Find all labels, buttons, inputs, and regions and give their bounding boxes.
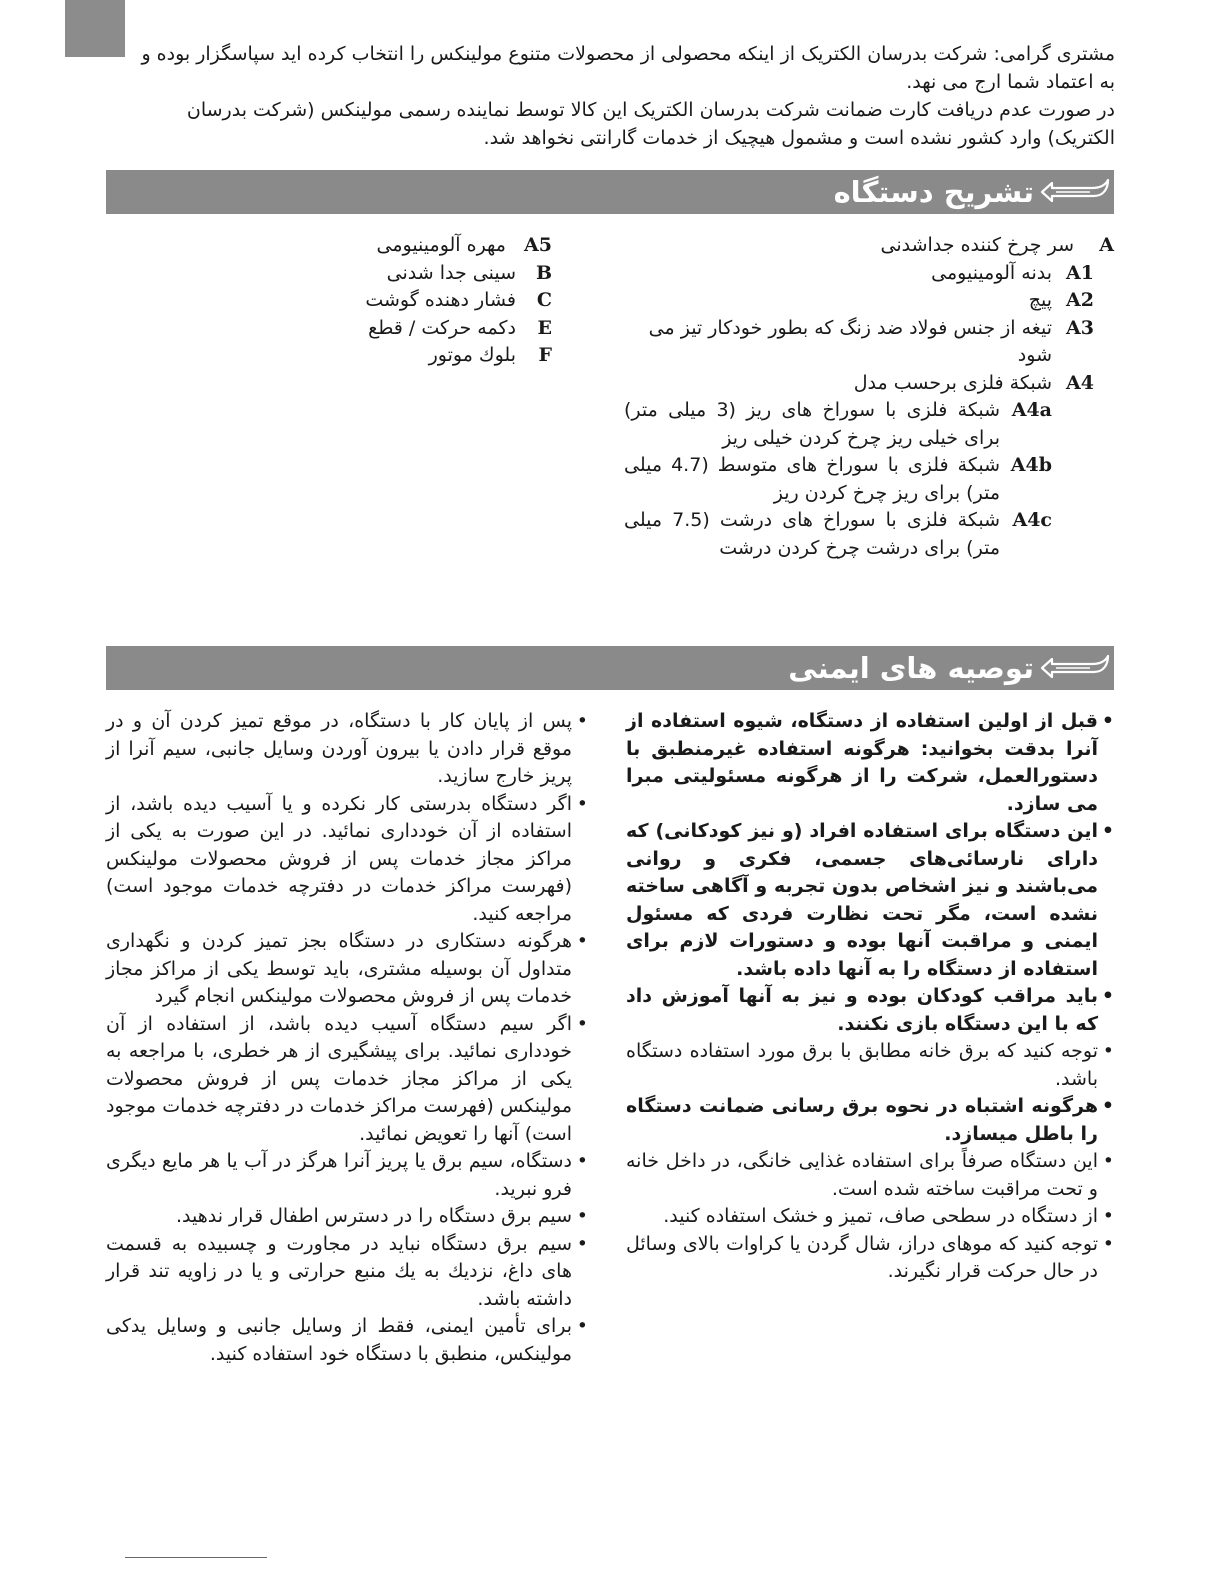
part-code: A4 [1066,371,1094,394]
part-code: A5 [524,234,552,256]
footer-rule [125,1557,267,1558]
safety-item: • این دستگاه صرفاً برای استفاده غذایی خانگی، در داخل خانه و تحت مراقبت ساخته شده است. [626,1148,1114,1203]
part-item [624,287,1114,315]
part-label: شبکة فلزی برحسب مدل [853,371,1052,394]
parts-list-left [322,232,552,370]
parts-list-right [624,232,1114,562]
safety-item: • از دستگاه در سطحی صاف، تمیز و خشک استفاده کنید. [626,1203,1114,1231]
part-label: شبکة فلزی با سوراخ های ریز (3 میلی متر) برای خیلی ریز چرخ کردن خیلی ریز [624,399,1000,449]
part-item [624,397,1114,452]
intro-paragraph-1: مشتری گرامی: شرکت بدرسان الکتریک از اینکه محصولی از محصولات متنوع مولینکس را انتخاب کرده اید سپاسگزار بوده و به اعتماد شما ارج می نهد. [141,43,1115,93]
intro-text [140,40,1115,152]
part-code: A4c [1012,509,1052,531]
part-item [624,260,1114,288]
safety-item: • سیم برق دستگاه نباید در مجاورت و چسبیده به قسمت های داغ، نزدیك به یك منبع حرارتی و یا در زاویه تند قرار داشته باشد. [106,1231,588,1314]
safety-item: • اگر سیم دستگاه آسیب دیده باشد، از استفاده از آن خودداری نمائید. برای پیشگیری از هر خطری، با مراجعه به یکی از مراکز مجاز خدمات پس از فروش محصولات مولینکس (فهرست مراکز خدمات در دفترچه خدمات موجود است) آنها را تعویض نمائید. [106,1011,588,1149]
part-code: A4a [1011,399,1052,421]
intro-paragraph-2: در صورت عدم دریافت کارت ضمانت شرکت بدرسان الکتریک این کالا توسط نماینده رسمی مولینکس (شرکت بدرسان الکتریک) وارد کشور نشده است و مشمول هیچیک از خدمات گارانتی نخواهد شد. [186,99,1115,149]
part-label: بلوك موتور [428,344,516,366]
safety-item: • این دستگاه برای استفاده افراد (و نیز کودکانی) که دارای نارسائی‌های جسمی، فکری و روانی می‌باشند و نیز اشخاص بدون تجربه و آگاهی ساخته نشده است، مگر تحت نظارت فردی که مسئول ایمنی و مراقبت آنها بوده و دستورات لازم برای استفاده از دستگاه را به آنها داده باشد. [626,818,1114,983]
part-label: فشار دهنده گوشت [365,289,516,311]
section-bar-description [106,170,1114,214]
part-label: مهره آلومینیومی [376,234,506,256]
part-code: B [535,261,552,284]
part-label: پیچ [1028,289,1052,311]
safety-column-left [106,708,588,1368]
safety-item: • باید مراقب کودکان بوده و نیز به آنها آموزش داد که با این دستگاه بازی نکنند. [626,983,1114,1038]
safety-list-right [626,708,1114,1286]
part-label: سر چرخ کننده جداشدنی [880,234,1074,256]
part-code: F [538,344,552,366]
part-item [322,232,552,260]
part-code: C [536,289,552,311]
part-label: بدنه آلومینیومی [931,261,1052,284]
safety-item: • هرگونه اشتباه در نحوه برق رسانی ضمانت دستگاه را باطل میسازد. [626,1093,1114,1148]
part-item [624,232,1114,260]
part-code: A4b [1010,454,1052,476]
part-item [322,287,552,315]
hand-pointer-icon [1040,176,1110,208]
safety-item: • قبل از اولین استفاده از دستگاه، شیوه استفاده از آنرا بدقت بخوانید: هرگونه استفاده غیرمنطبق با دستورالعمل، شرکت را از هرگونه مسئولیتی مبرا می سازد. [626,708,1114,818]
part-label: شبکة فلزی با سوراخ های متوسط (4.7 میلی متر) برای ریز چرخ کردن ریز [624,454,1000,504]
safety-item: • دستگاه، سیم برق یا پریز آنرا هرگز در آب یا هر مایع دیگری فرو نبرید. [106,1148,588,1203]
part-item [624,370,1114,398]
safety-item: • پس از پایان کار با دستگاه، در موقع تمیز کردن آن و در موقع قرار دادن یا بیرون آوردن وسایل جانبی، سیم آنرا از پریز خارج سازید. [106,708,588,791]
part-label: دکمه حرکت / قطع [368,316,516,339]
part-item [322,315,552,343]
section-title-safety: توصیه های ایمنی [788,651,1034,685]
safety-item: • توجه کنید که موهای دراز، شال گردن یا کراوات بالای وسائل در حال حرکت قرار نگیرند. [626,1231,1114,1286]
section-bar-safety [106,646,1114,690]
safety-item: • برای تأمین ایمنی، فقط از وسایل جانبی و وسایل یدکی مولینکس، منطبق با دستگاه خود استفاده کنید. [106,1313,588,1368]
part-code: A2 [1066,289,1094,311]
safety-item: • هرگونه دستکاری در دستگاه بجز تمیز کردن و نگهداری متداول آن بوسیله مشتری، باید توسط یکی از مراکز مجاز خدمات پس از فروش محصولات مولینکس انجام گیرد [106,928,588,1011]
part-code: E [537,316,552,339]
part-item [322,260,552,288]
part-code: A1 [1066,261,1094,284]
part-label: سینی جدا شدنی [386,261,516,284]
part-item [624,452,1114,507]
part-item [624,507,1114,562]
safety-item: • سیم برق دستگاه را در دسترس اطفال قرار ندهید. [106,1203,588,1231]
part-code: A3 [1066,316,1094,339]
safety-list-left [106,708,588,1368]
section-title-description: تشریح دستگاه [833,175,1034,209]
safety-item: • اگر دستگاه بدرستی کار نکرده و یا آسیب دیده باشد، از استفاده از آن خودداری نمائید. در این صورت به یکی از مراکز مجاز خدمات پس از فروش محصولات مولینکس (فهرست مراکز خدمات در دفترچه خدمات موجود است) مراجعه کنید. [106,791,588,929]
corner-tab [65,0,125,57]
part-label: شبکة فلزی با سوراخ های درشت (7.5 میلی متر) برای درشت چرخ کردن درشت [624,509,1001,559]
part-label: تیغه از جنس فولاد ضد زنگ که بطور خودکار تیز می شود [648,316,1052,366]
hand-pointer-icon [1040,652,1110,684]
part-item [624,315,1114,370]
safety-item: • توجه کنید که برق خانه مطابق با برق مورد استفاده دستگاه باشد. [626,1038,1114,1093]
part-item [322,342,552,370]
safety-column-right [626,708,1114,1286]
part-code: A [1099,234,1114,256]
